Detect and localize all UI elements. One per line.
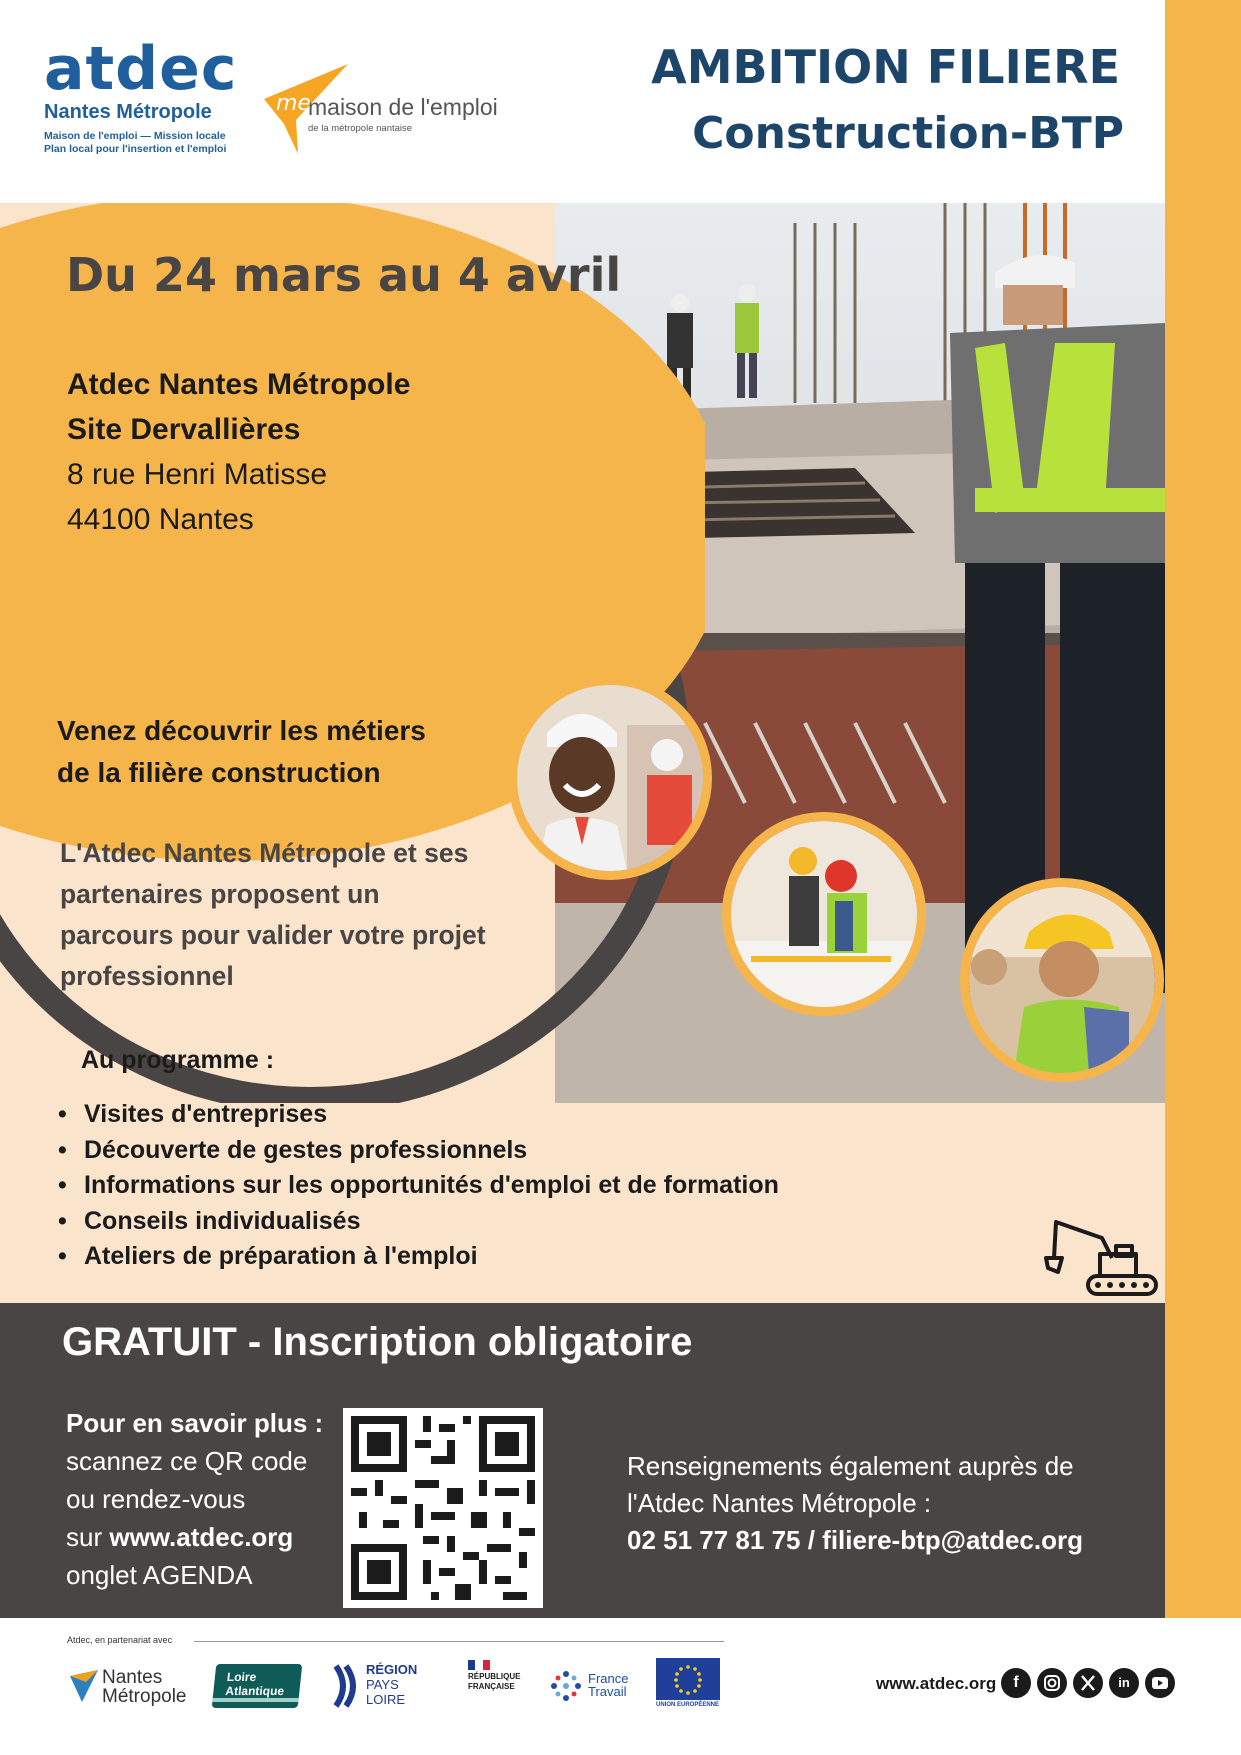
list-item: • Visites d'entreprises — [58, 1100, 328, 1128]
address-line-4: 44100 Nantes — [67, 503, 254, 536]
more-info-title: Pour en savoir plus : — [66, 1408, 324, 1438]
republique-francaise-logo[interactable] — [468, 1658, 532, 1712]
france-travail-logo[interactable] — [550, 1658, 634, 1712]
union-europeenne-text: UNION EUROPÉENNE — [656, 1702, 720, 1708]
maison-emploi-logo[interactable] — [262, 64, 522, 154]
contact-line2: l'Atdec Nantes Métropole : — [627, 1488, 932, 1518]
headline-construction: Construction-BTP — [692, 108, 1124, 159]
france-travail-text: France Travail — [588, 1671, 629, 1699]
partners-caption: Atdec, en partenariat avec — [67, 1635, 173, 1645]
partners-paragraph — [60, 833, 580, 997]
worker-helmet-photo — [960, 878, 1164, 1082]
partners-line: partenaires proposent un — [60, 879, 380, 909]
address-line-1: Atdec Nantes Métropole — [67, 368, 411, 401]
side-accent-band — [1165, 0, 1241, 1618]
event-dates: Du 24 mars au 4 avril — [66, 248, 622, 302]
partners-line: parcours pour valider votre projet — [60, 920, 486, 950]
more-info-block — [66, 1404, 366, 1594]
region-mark-icon — [332, 1664, 360, 1708]
region-pays-loire-logo[interactable] — [332, 1658, 432, 1712]
youtube-icon[interactable] — [1145, 1668, 1175, 1698]
svg-text:me: me — [276, 91, 311, 116]
france-travail-mark-icon — [550, 1670, 582, 1702]
atdec-logo-word: atdec — [44, 34, 238, 104]
footer-website-link[interactable]: www.atdec.org — [876, 1674, 997, 1693]
more-info-line: onglet AGENDA — [66, 1560, 253, 1590]
more-info-line: ou rendez-vous — [66, 1484, 246, 1514]
address-line-2: Site Dervallières — [67, 413, 301, 446]
partners-line: professionnel — [60, 961, 234, 991]
program-list — [58, 1097, 779, 1275]
qr-code-icon — [343, 1408, 543, 1608]
atdec-logo[interactable] — [44, 34, 238, 156]
address-line-3: 8 rue Henri Matisse — [67, 458, 328, 491]
intro-title-line2: de la filière construction — [57, 757, 381, 788]
list-item: • Informations sur les opportunités d'emploi et de formation — [58, 1171, 779, 1199]
facebook-icon[interactable]: f — [1001, 1668, 1031, 1698]
atdec-logo-line2: Plan local pour l'insertion et l'emploi — [44, 143, 227, 155]
list-item: • Découverte de gestes professionnels — [58, 1135, 528, 1164]
intro-title-line1: Venez découvrir les métiers — [57, 715, 426, 746]
intro-title — [57, 710, 517, 794]
website-link[interactable]: www.atdec.org — [109, 1522, 294, 1552]
union-europeenne-logo[interactable] — [656, 1658, 722, 1712]
region-text: RÉGION PAYS LOIRE — [366, 1662, 418, 1707]
nantes-metropole-logo[interactable] — [68, 1658, 198, 1712]
qr-code[interactable] — [343, 1408, 543, 1608]
linkedin-icon[interactable]: in — [1109, 1668, 1139, 1698]
contact-phone-email[interactable]: 02 51 77 81 75 / filiere-btp@atdec.org — [627, 1525, 1083, 1555]
french-flag-icon — [468, 1660, 490, 1670]
headline-ambition: AMBITION FILIERE — [651, 40, 1120, 94]
nantes-metropole-mark-icon — [68, 1668, 100, 1704]
partners-line: L'Atdec Nantes Métropole et ses — [60, 838, 469, 868]
list-item: • Conseils individualisés — [58, 1206, 361, 1235]
maison-emploi-title: maison de l'emploi — [308, 94, 498, 120]
instagram-icon[interactable] — [1037, 1668, 1067, 1698]
loire-atlantique-text: Loire Atlantique — [224, 1670, 285, 1698]
worker-portrait-photo — [508, 676, 712, 880]
workers-plans-photo — [722, 812, 926, 1016]
atdec-logo-line1: Maison de l'emploi — Mission locale — [44, 130, 226, 142]
excavator-icon — [1042, 1218, 1160, 1300]
nantes-metropole-text: Nantes Métropole — [102, 1667, 187, 1707]
eu-flag-icon — [656, 1658, 720, 1700]
list-item: • Ateliers de préparation à l'emploi — [58, 1242, 478, 1270]
maison-emploi-sub: de la métropole nantaise — [308, 123, 413, 134]
program-title: Au programme : — [81, 1046, 275, 1074]
more-info-url-line: sur www.atdec.org — [66, 1522, 294, 1552]
footer-divider — [194, 1641, 724, 1642]
contact-line1: Renseignements également auprès de — [627, 1451, 1074, 1481]
loire-atlantique-logo[interactable] — [212, 1664, 303, 1708]
atdec-logo-sub: Nantes Métropole — [44, 101, 212, 123]
more-info-line: scannez ce QR code — [66, 1446, 308, 1476]
registration-headline: GRATUIT - Inscription obligatoire — [62, 1320, 693, 1364]
contact-block — [627, 1448, 1083, 1559]
x-icon[interactable] — [1073, 1668, 1103, 1698]
republique-text: RÉPUBLIQUE FRANÇAISE — [468, 1672, 521, 1691]
